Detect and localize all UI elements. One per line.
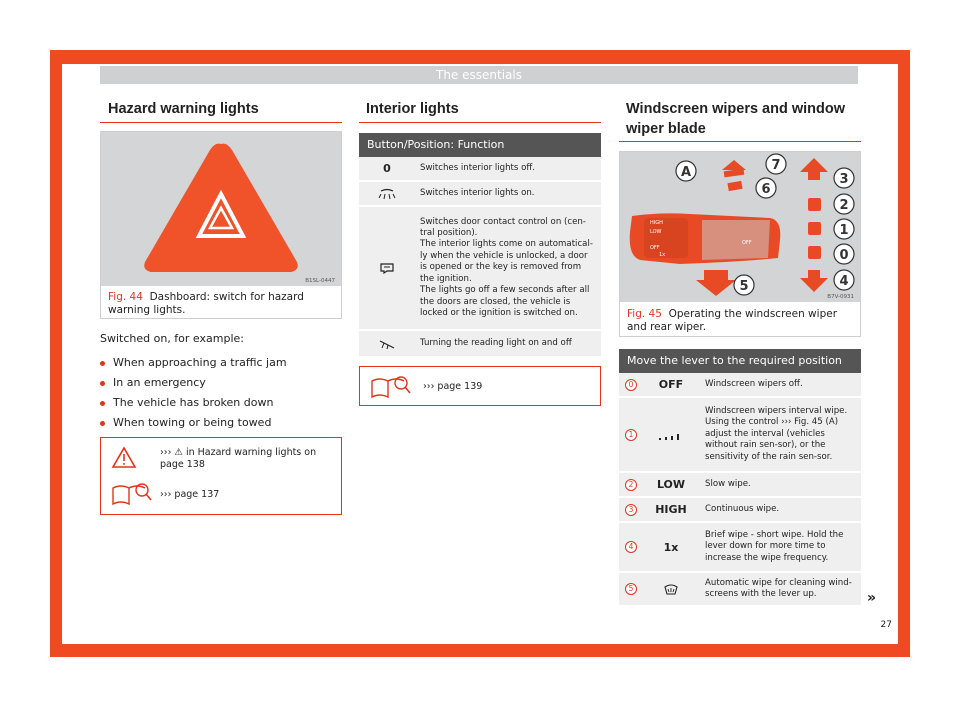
lever-label: 1x <box>659 252 666 258</box>
row-text: Automatic wipe for cleaning wind-screens with the lever up. <box>705 577 852 599</box>
symbol-high: HIGH <box>655 503 687 516</box>
row-text: Slow wipe. <box>705 478 751 489</box>
figure-code: B7V-0931 <box>827 294 854 300</box>
bullet-item: When towing or being towed <box>100 416 271 429</box>
diagram-label: 3 <box>839 172 849 187</box>
row-text: Turning the reading light on and off <box>420 337 572 348</box>
lever-label: OFF <box>650 245 660 251</box>
reference-box <box>100 437 342 515</box>
bullet-item: In an emergency <box>100 376 206 389</box>
wipers-title-line2: wiper blade <box>626 121 706 137</box>
wiper-diagram-svg <box>620 152 860 302</box>
wipers-title-line1: Windscreen wipers and window <box>626 101 846 117</box>
diagram-label: A <box>680 165 692 180</box>
table-header: Move the lever to the required position <box>619 349 861 373</box>
row-text: Windscreen wipers interval wipe. Using the control ››› Fig. 45 (A) adjust the interval (vehicles without rain sen-sor), or the sensitivity of the rain sen-sor. <box>705 405 848 462</box>
title-rule <box>359 122 601 123</box>
book-icon <box>109 480 153 506</box>
symbol-off: OFF <box>658 378 684 391</box>
washer-icon <box>663 583 679 595</box>
position-number: 1 <box>625 429 637 441</box>
page-number: 27 <box>880 620 892 630</box>
lever-label: OFF <box>742 240 752 246</box>
diagram-label: 6 <box>761 182 771 197</box>
figure-caption-text: Dashboard: switch for hazard warning lights. <box>108 291 304 316</box>
figure-label: Fig. 44 <box>108 291 143 303</box>
table-row <box>359 207 601 331</box>
row-text: Switches interior lights off. <box>420 162 536 173</box>
wiper-lever-diagram <box>620 152 860 302</box>
table-row <box>619 473 861 498</box>
bullet-item: The vehicle has broken down <box>100 396 273 409</box>
page-reference[interactable]: ››› page 137 <box>160 489 220 500</box>
position-number: 0 <box>625 379 637 391</box>
interval-icon <box>658 430 684 440</box>
position-number: 2 <box>625 479 637 491</box>
row-text: Continuous wipe. <box>705 503 780 514</box>
title-rule <box>100 122 342 123</box>
diagram-label: 4 <box>839 274 849 289</box>
section-header: The essentials <box>100 66 858 84</box>
intro-text: Switched on, for example: <box>100 332 244 345</box>
table-header: Button/Position: Function <box>359 133 601 157</box>
table-row <box>619 398 861 473</box>
diagram-label: 2 <box>839 198 849 213</box>
symbol-1x: 1x <box>663 540 679 554</box>
row-text: Switches door contact control on (cen-tral position). The interior lights come on automatical-ly when the vehicle is unlocked, a door is opened or the key is removed from the ignition. The lights go off a few seconds after all the doors are closed, the vehicle is locked or the ignition is switched on. <box>420 216 593 318</box>
figure-44 <box>100 131 342 319</box>
page-reference[interactable]: ››› page 139 <box>423 381 483 392</box>
door-contact-icon <box>379 262 395 274</box>
diagram-label: 5 <box>739 279 749 294</box>
table-row <box>619 573 861 607</box>
book-icon <box>368 373 412 399</box>
lamp-on-icon <box>378 188 396 200</box>
hazard-title: Hazard warning lights <box>108 101 259 117</box>
table-row <box>359 157 601 182</box>
diagram-label: 0 <box>839 248 849 263</box>
warning-icon <box>111 446 137 470</box>
diagram-label: 1 <box>839 223 849 238</box>
lever-label: LOW <box>650 229 662 235</box>
table-row <box>619 498 861 523</box>
row-text: Windscreen wipers off. <box>705 378 803 389</box>
diagram-label: 7 <box>771 158 781 173</box>
position-number: 5 <box>625 583 637 595</box>
position-number: 4 <box>625 541 637 553</box>
table-row <box>359 331 601 358</box>
warning-reference[interactable]: ››› ⚠ in Hazard warning lights on page 138 <box>160 447 317 470</box>
table-row <box>359 182 601 207</box>
table-row <box>619 373 861 398</box>
lever-label: HIGH <box>650 220 663 226</box>
continue-mark: » <box>867 590 877 606</box>
row-text: Switches interior lights on. <box>420 187 535 198</box>
hazard-triangle-icon <box>101 132 341 286</box>
bullet-item: When approaching a traffic jam <box>100 356 287 369</box>
reading-light-icon <box>378 338 396 350</box>
symbol-low: LOW <box>656 478 686 491</box>
row-text: Brief wipe - short wipe. Hold the lever down for more time to increase the wipe frequency. <box>705 529 844 563</box>
figure-code: B1SL-0447 <box>305 278 335 284</box>
position-number: 3 <box>625 504 637 516</box>
interior-lights-title: Interior lights <box>366 101 459 117</box>
figure-caption-text: Operating the windscreen wiper and rear wiper. <box>627 308 838 333</box>
figure-caption <box>108 291 336 317</box>
title-rule <box>619 141 861 142</box>
reference-box <box>359 366 601 406</box>
figure-label: Fig. 45 <box>627 308 662 320</box>
symbol-zero: 0 <box>383 162 391 175</box>
figure-caption <box>627 308 855 334</box>
table-row <box>619 523 861 573</box>
hazard-photo <box>101 132 341 286</box>
figure-45 <box>619 151 861 337</box>
